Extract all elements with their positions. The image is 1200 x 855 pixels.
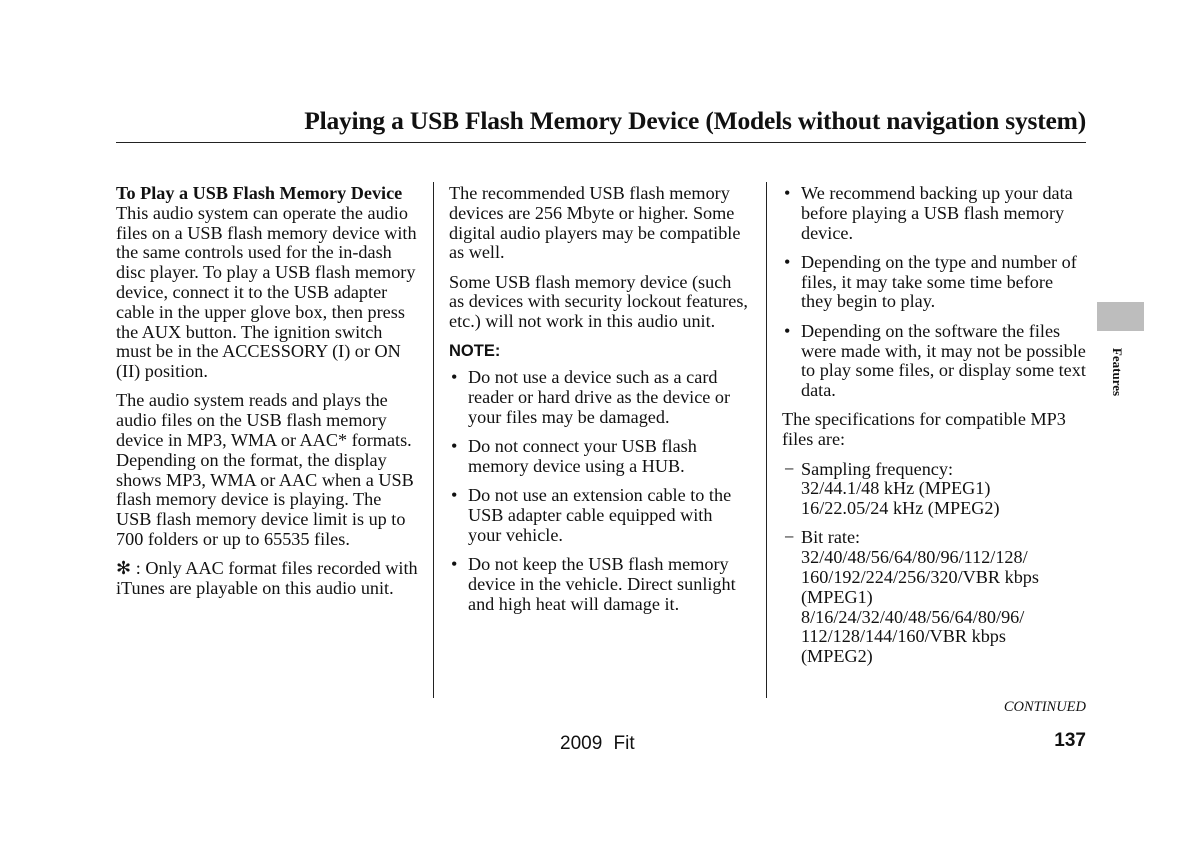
list-item: • We recommend backing up your data before playing a USB flash memory device. <box>784 183 1073 243</box>
spec-bit-rate <box>782 528 1087 667</box>
list-item: • Do not connect your USB flash memory device using a HUB. <box>451 436 697 477</box>
title-divider <box>116 142 1086 143</box>
paragraph: The recommended USB flash memory devices are 256 Mbyte or higher. Some digital audio players may be compatible as well. <box>449 183 741 263</box>
spec-value: 32/44.1/48 kHz (MPEG1) <box>801 478 991 499</box>
bullet-icon: • <box>784 320 791 341</box>
column-divider <box>433 182 434 698</box>
spec-value: (MPEG2) <box>801 646 873 667</box>
paragraph: The audio system reads and plays the audio files on the USB flash memory device in MP3, WMA or AAC* formats. Depending on the format, the display shows MP3, WMA or AAC when a USB flash memory device is playing. The USB flash memory device limit is up to 700 folders or up to 65535 files. <box>116 390 414 550</box>
list-item: • Do not use a device such as a card reader or hard drive as the device or your files may be damaged. <box>451 367 731 427</box>
section-tab-label: Features <box>1110 347 1125 397</box>
spec-value: 8/16/24/32/40/48/56/64/80/96/ <box>801 606 1025 627</box>
column-right <box>782 184 1087 677</box>
spec-value: 32/40/48/56/64/80/96/112/128/ <box>801 547 1028 568</box>
bullet-icon: • <box>451 485 458 506</box>
section-heading: To Play a USB Flash Memory Device <box>116 183 403 203</box>
section-tab-marker <box>1097 302 1144 331</box>
section-tab-label-wrap <box>1108 337 1126 407</box>
paragraph: The specifications for compatible MP3 files are: <box>782 409 1066 450</box>
spec-value: (MPEG1) <box>801 586 873 607</box>
bullet-icon: • <box>784 251 791 272</box>
note-label: NOTE: <box>449 341 501 360</box>
bullet-icon: • <box>451 436 458 457</box>
paragraph: Some USB flash memory device (such as devices with security lockout features, etc.) will not work in this audio unit. <box>449 271 748 332</box>
column-left <box>116 184 421 608</box>
list-item: • Depending on the software the files were made with, it may not be possible to play some files, or display some text data. <box>784 320 1086 401</box>
column-divider <box>766 182 767 698</box>
spec-value: 112/128/144/160/VBR kbps <box>801 626 1006 647</box>
spec-value: 16/22.05/24 kHz (MPEG2) <box>801 498 1000 519</box>
page-title: Playing a USB Flash Memory Device (Models without navigation system) <box>304 106 1086 135</box>
spec-sampling-frequency <box>782 460 1087 519</box>
spec-label: Sampling frequency: <box>801 458 954 479</box>
list-item: • Do not use an extension cable to the USB adapter cable equipped with your vehicle. <box>451 485 732 545</box>
column-middle <box>449 184 749 624</box>
model-label: 2009 Fit <box>560 733 635 754</box>
page-number: 137 <box>1054 730 1086 751</box>
spec-value: 160/192/224/256/320/VBR kbps <box>801 567 1039 588</box>
dash-icon: − <box>784 527 795 548</box>
spec-label: Bit rate: <box>801 527 861 548</box>
tips-list <box>782 184 1087 401</box>
note-list <box>449 368 749 614</box>
list-item: • Depending on the type and number of files, it may take some time before they begin to play. <box>784 251 1077 312</box>
dash-icon: − <box>784 458 795 479</box>
continued-label: CONTINUED <box>1003 699 1086 715</box>
bullet-icon: • <box>451 367 458 388</box>
bullet-icon: • <box>784 183 791 203</box>
footnote: ✻ : Only AAC format files recorded with iTunes are playable on this audio unit. <box>116 558 418 599</box>
list-item: • Do not keep the USB flash memory device in the vehicle. Direct sunlight and high heat will damage it. <box>451 554 736 614</box>
paragraph: This audio system can operate the audio files on a USB flash memory device with the same controls used for the in-dash disc player. To play a USB flash memory device, connect it to the USB adapter cable in the upper glove box, then press the AUX button. The ignition switch must be in the ACCESSORY (I) or ON (II) position. <box>116 202 417 382</box>
bullet-icon: • <box>451 554 458 575</box>
